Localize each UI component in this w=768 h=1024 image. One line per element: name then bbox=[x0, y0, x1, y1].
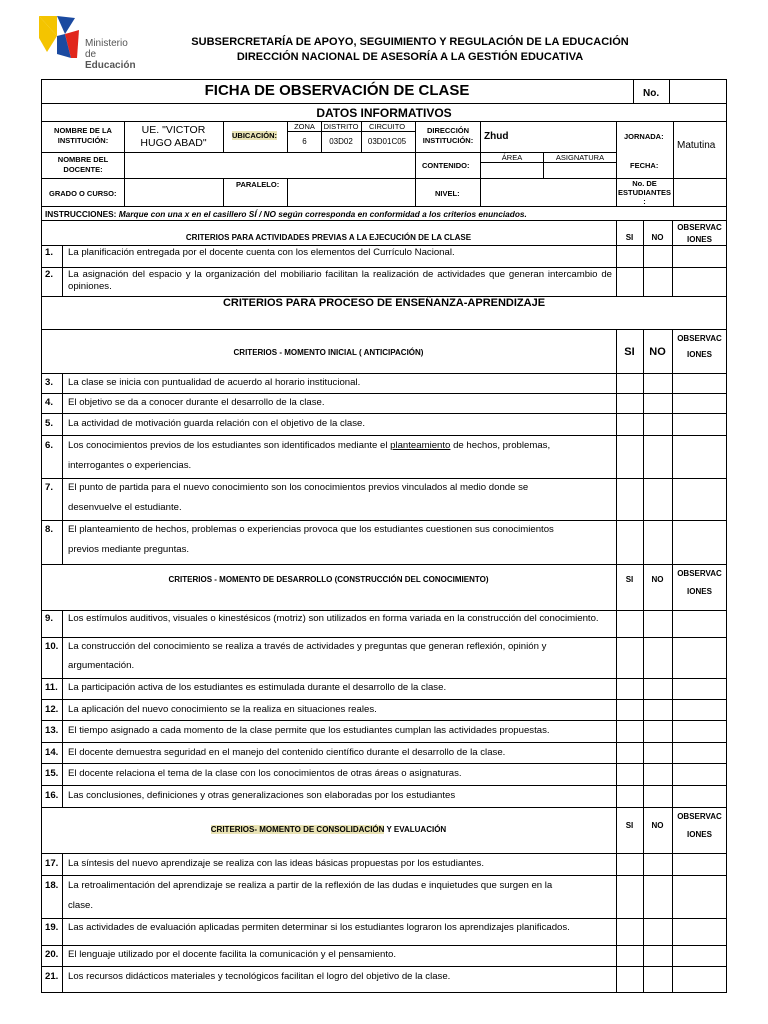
parallel-label: PARALELO: bbox=[236, 180, 280, 189]
ministry-line2a: de bbox=[85, 49, 97, 60]
criterion-text-underlined: planteamiento bbox=[390, 440, 451, 451]
criterion-text: La síntesis del nuevo aprendizaje se realiza con las ideas básicas propuestas por los estudiantes. bbox=[68, 858, 484, 869]
section-previas: CRITERIOS PARA ACTIVIDADES PREVIAS A LA EJECUCIÓN DE LA CLASE bbox=[185, 233, 472, 242]
shift-label: JORNADA: bbox=[624, 132, 664, 141]
document-header bbox=[150, 35, 670, 65]
ministry-logo bbox=[37, 14, 147, 71]
section-consolidacion-b: Y EVALUACIÓN bbox=[384, 825, 447, 834]
content-label: CONTENIDO: bbox=[422, 161, 470, 170]
criterion-text: El punto de partida para el nuevo conocimiento son los conocimientos previos vinculados al medio donde se bbox=[68, 482, 529, 493]
criterion-text-a: Los conocimientos previos de los estudiantes son identificados mediante el bbox=[68, 440, 391, 451]
criterion-text: El tiempo asignado a cada momento de la clase permite que los estudiantes cumplan las actividades propuestas. bbox=[68, 725, 550, 736]
criterion-number: 10. bbox=[45, 641, 59, 652]
section-datos-informativos: DATOS INFORMATIVOS bbox=[316, 106, 452, 120]
criterion-number: 12. bbox=[45, 704, 59, 715]
criterion-number: 2. bbox=[45, 269, 54, 280]
criterion-number: 18. bbox=[45, 880, 59, 891]
criterion-text: Los recursos didácticos materiales y tecnológicos facilitan el logro del objetivo de la clase. bbox=[68, 971, 451, 982]
col-si-3: SI bbox=[625, 575, 634, 584]
col-no-1: NO bbox=[651, 233, 664, 242]
instructions bbox=[45, 209, 527, 219]
section-consolidacion-a: CRITERIOS- MOMENTO DE CONSOLIDACIÓN bbox=[210, 825, 385, 834]
form-number-field[interactable] bbox=[670, 80, 726, 103]
criterion-number: 16. bbox=[45, 790, 59, 801]
col-obs-1a: OBSERVAC bbox=[677, 223, 722, 232]
criterion-text: La aplicación del nuevo conocimiento se la realiza en situaciones reales. bbox=[68, 704, 377, 715]
institution-value[interactable]: UE. "VICTOR HUGO ABAD" bbox=[140, 124, 207, 149]
section-consolidacion bbox=[41, 825, 616, 834]
col-obs-4b: IONES bbox=[687, 830, 712, 839]
criterion-text: El docente relaciona el tema de la clase con los conocimientos de otras áreas o asignaturas. bbox=[68, 768, 462, 779]
criterion-text: Los estímulos auditivos, visuales o kinestésicos (motriz) son utilizados en forma variada en la construcción del conocimiento. bbox=[68, 613, 599, 624]
criterion-number: 13. bbox=[45, 725, 59, 736]
criterion-text-cont: desenvuelve el estudiante. bbox=[68, 502, 182, 513]
criterion-number: 3. bbox=[45, 377, 54, 388]
criterion-text: El objetivo se da a conocer durante el desarrollo de la clase. bbox=[68, 397, 325, 408]
ministry-name bbox=[85, 38, 147, 71]
criterion-text bbox=[68, 436, 550, 455]
level-label: NIVEL: bbox=[435, 189, 460, 198]
col-si-1: SI bbox=[625, 233, 634, 242]
col-obs-3a: OBSERVAC bbox=[677, 569, 722, 578]
criterion-number: 21. bbox=[45, 971, 59, 982]
grade-field[interactable] bbox=[125, 179, 222, 205]
circuit-value[interactable]: 03D01C05 bbox=[367, 137, 407, 146]
col-no-3: NO bbox=[651, 575, 664, 584]
col-obs-3b: IONES bbox=[687, 587, 712, 596]
subject-label: ASIGNATURA bbox=[555, 153, 605, 162]
col-obs-2a: OBSERVAC bbox=[677, 334, 722, 343]
col-no-4: NO bbox=[651, 821, 664, 830]
ecuador-flag-logo-icon bbox=[37, 14, 81, 62]
district-label: DISTRITO bbox=[323, 122, 359, 131]
criterion-text: La retroalimentación del aprendizaje se realiza a partir de la reflexión de las dudas e inquietudes que surgen en la bbox=[68, 880, 553, 891]
criterion-number: 17. bbox=[45, 858, 59, 869]
zone-value[interactable]: 6 bbox=[302, 137, 307, 146]
teacher-field[interactable] bbox=[125, 153, 415, 177]
criterion-text: La planificación entregada por el docente cuenta con los elementos del Currículo Nacional. bbox=[68, 247, 455, 258]
criterion-text-cont: clase. bbox=[68, 900, 94, 911]
criterion-text: La actividad de motivación guarda relación con el objetivo de la clase. bbox=[68, 418, 366, 429]
circuit-label: CIRCUITO bbox=[368, 122, 406, 131]
criterion-number: 5. bbox=[45, 418, 54, 429]
students-label: No. DE ESTUDIANTES : bbox=[618, 179, 671, 206]
location-label-text: UBICACIÓN: bbox=[232, 131, 277, 140]
section-proceso: CRITERIOS PARA PROCESO DE ENSEÑANZA-APRENDIZAJE bbox=[222, 297, 546, 309]
district-value[interactable]: 03D02 bbox=[329, 137, 353, 146]
col-si-2: SI bbox=[624, 346, 635, 358]
ministry-line1: Ministerio bbox=[85, 38, 128, 49]
ministry-line2b: Educación bbox=[85, 60, 136, 71]
criterion-text: La asignación del espacio y la organización del mobiliario facilitan la realización de actividades que generan intercambio de opiniones. bbox=[68, 269, 612, 292]
criterion-text-cont: argumentación. bbox=[68, 660, 135, 671]
col-obs-1 bbox=[672, 222, 727, 246]
no-label: No. bbox=[643, 88, 660, 99]
direction-value[interactable]: Zhud bbox=[484, 131, 509, 142]
criterion-text-b: de hechos, problemas, bbox=[450, 440, 551, 451]
criterion-number: 4. bbox=[45, 397, 54, 408]
criterion-number: 8. bbox=[45, 524, 54, 535]
criterion-text: La clase se inicia con puntualidad de acuerdo al horario institucional. bbox=[68, 377, 361, 388]
section-desarrollo: CRITERIOS - MOMENTO DE DESARROLLO (CONSTRUCCIÓN DEL CONOCIMIENTO) bbox=[168, 575, 489, 584]
criterion-number: 1. bbox=[45, 247, 54, 258]
criterion-text-cont: previos mediante preguntas. bbox=[68, 544, 190, 555]
criterion-number: 11. bbox=[45, 682, 58, 693]
area-label: ÁREA bbox=[501, 153, 523, 162]
criterion-text: El planteamiento de hechos, problemas o experiencias provoca que los estudiantes cuestionen sus conocimientos bbox=[68, 524, 554, 535]
criterion-number: 6. bbox=[45, 440, 54, 451]
section-inicial: CRITERIOS - MOMENTO INICIAL ( ANTICIPACIÓN) bbox=[233, 348, 424, 357]
teacher-label: NOMBRE DEL DOCENTE: bbox=[57, 155, 109, 174]
criterion-text: La participación activa de los estudiantes es estimulada durante el desarrollo de la clase. bbox=[68, 682, 447, 693]
col-obs-4a: OBSERVAC bbox=[677, 812, 722, 821]
criterion-text: El docente demuestra seguridad en el manejo del contenido científico durante el desarrollo de la clase. bbox=[68, 747, 506, 758]
criterion-number: 9. bbox=[45, 613, 54, 624]
direction-label: DIRECCIÓN INSTITUCIÓN: bbox=[422, 126, 474, 145]
col-no-2: NO bbox=[649, 346, 666, 358]
header-line1: SUBSERCRETARÍA DE APOYO, SEGUIMIENTO Y REGULACIÓN DE LA EDUCACIÓN bbox=[191, 36, 629, 48]
col-obs-2b: IONES bbox=[687, 350, 712, 359]
date-label: FECHA: bbox=[630, 161, 659, 170]
criterion-text: Las actividades de evaluación aplicadas permiten determinar si los estudiantes lograron los aprendizajes planificados. bbox=[68, 922, 570, 933]
instructions-text: Marque con una x en el casillero SÍ / NO según corresponda en conformidad a los criterios enunciados. bbox=[118, 209, 527, 219]
criterion-number: 19. bbox=[45, 922, 59, 933]
criterion-text: Las conclusiones, definiciones y otras generalizaciones son elaboradas por los estudiantes bbox=[68, 790, 456, 801]
col-obs-1b: IONES bbox=[687, 235, 712, 244]
header-line2: DIRECCIÓN NACIONAL DE ASESORÍA A LA GESTIÓN EDUCATIVA bbox=[236, 51, 584, 63]
zone-label: ZONA bbox=[294, 122, 315, 131]
parallel-field[interactable] bbox=[288, 179, 414, 205]
col-si-4: SI bbox=[625, 821, 634, 830]
criterion-number: 7. bbox=[45, 482, 54, 493]
grade-label: GRADO O CURSO: bbox=[49, 189, 117, 198]
criterion-number: 20. bbox=[45, 949, 59, 960]
criterion-text: El lenguaje utilizado por el docente facilita la comunicación y el pensamiento. bbox=[68, 949, 396, 960]
col-obs-4 bbox=[672, 808, 727, 844]
criterion-number: 14. bbox=[45, 747, 59, 758]
col-obs-2 bbox=[672, 331, 727, 363]
criterion-number: 15. bbox=[45, 768, 59, 779]
instructions-label: INSTRUCCIONES: bbox=[45, 209, 117, 219]
institution-label: NOMBRE DE LA INSTITUCIÓN: bbox=[54, 126, 112, 145]
criterion-text-cont: interrogantes o experiencias. bbox=[68, 460, 192, 471]
location-label bbox=[232, 131, 277, 140]
shift-value[interactable]: Matutina bbox=[677, 140, 716, 151]
col-obs-3 bbox=[672, 565, 727, 601]
criterion-text: La construcción del conocimiento se realiza a través de actividades y preguntas que generan reflexión, opinión y bbox=[68, 641, 547, 652]
form-title: FICHA DE OBSERVACIÓN DE CLASE bbox=[204, 82, 470, 99]
